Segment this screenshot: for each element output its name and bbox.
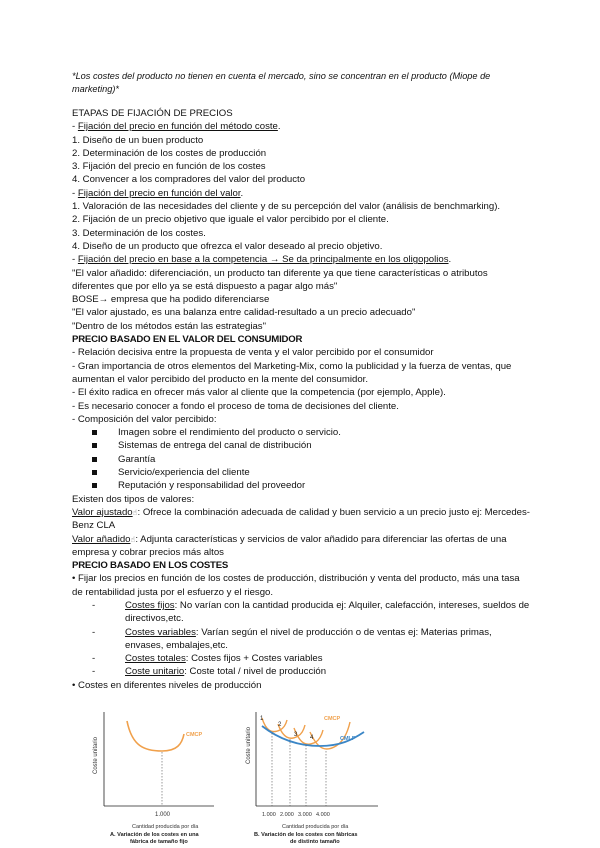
dash-text: - (92, 599, 96, 611)
cost-item-unitario (72, 665, 532, 678)
valor-anadido-paragraph (72, 533, 532, 560)
chart-b-curve-number: 3 (294, 732, 298, 738)
chart-b-curve-number: 4 (310, 735, 314, 741)
consumer-line: - Composición del valor percibido: (72, 413, 217, 425)
value-component-text: Garantía (118, 453, 156, 465)
chart-b-tick: 4.000 (316, 812, 330, 818)
chart-b-cmcp-curve-3 (294, 728, 323, 744)
chart-a-tick: 1.000 (155, 812, 171, 818)
value-component-item (72, 453, 532, 466)
method-competition-link: Fijación del precio en base a la competencia → Se da principalmente en los oligopolios (77, 254, 449, 266)
cost-item-text: : Costes fijos + Costes variables (185, 653, 323, 665)
chart-b-tick: 3.000 (298, 812, 312, 818)
chart-b-curve-number: 2 (278, 722, 282, 728)
quote-estrategias: "Dentro de los métodos están las estrategias" (72, 320, 266, 332)
chart-a-cmcp-curve (127, 721, 184, 751)
dash-text: - (92, 666, 96, 678)
value-step: 3. Determinación de los costes. (72, 227, 206, 239)
chart-b-cmlp-label: CMLP (340, 736, 356, 742)
cost-levels-line: • Costes en diferentes niveles de producción (72, 679, 262, 691)
chart-b-cmcp-curve-2 (278, 724, 305, 738)
chart-a-caption-2: fábrica de tamaño fijo (130, 839, 188, 845)
cost-item-label: Costes totales (125, 653, 186, 665)
period-text: . (240, 187, 244, 199)
valor-ajustado-label: Valor ajustado (72, 506, 133, 518)
square-bullet-icon (92, 430, 97, 435)
valor-ajustado-paragraph (72, 506, 532, 533)
method-value-line (72, 187, 532, 200)
costes-intro: • Fijar los precios en función de los costes de producción, distribución y venta del producto, más una tasa de rentabilidad justa por el esfuerzo y el riesgo. (72, 573, 520, 598)
value-component-text: Sistemas de entrega del canal de distribución (118, 440, 312, 452)
chart-b-caption-1: B. Variación de los costes con fábricas (254, 832, 358, 838)
chart-b-xlabel: Cantidad producida por día (282, 824, 349, 830)
period-text: . (277, 121, 281, 133)
cost-item-text: : No varían con la cantidad producida ej: Alquiler, calefacción, intereses, sueldos de directivos,etc. (125, 599, 530, 625)
method-step: 1. Diseño de un buen producto (72, 134, 204, 146)
bose-line: BOSE→ empresa que ha podido diferenciarse (72, 294, 270, 306)
consumer-heading: PRECIO BASADO EN EL VALOR DEL CONSUMIDOR (72, 334, 303, 346)
chart-a-ylabel: Coste unitario (93, 736, 99, 774)
chart-b-tick: 1.000 (262, 812, 276, 818)
chart-a (82, 706, 232, 848)
consumer-line: - Relación decisiva entre la propuesta de venta y el valor percibido por el consumidor (72, 347, 434, 359)
value-component-text: Imagen sobre el rendimiento del producto o servicio. (118, 427, 341, 439)
square-bullet-icon (92, 443, 97, 448)
chart-b-ylabel: Coste unitario (246, 726, 252, 764)
miope-note: *Los costes del producto no tienen en cuenta el mercado, sino se concentran en el producto (Miope de marketing)* (72, 71, 491, 94)
consumer-line: - Es necesario conocer a fondo el proceso de toma de decisiones del cliente. (72, 400, 399, 412)
method-step: 2. Determinación de los costes de producción (72, 147, 267, 159)
document-page (72, 70, 532, 692)
cost-item-text: : Coste total / nivel de producción (184, 666, 327, 678)
valor-anadido-label: Valor añadido (72, 533, 131, 545)
value-step: 1. Valoración de las necesidades del cliente y de su percepción del valor (análisis de benchmarking). (72, 201, 501, 213)
value-component-item (72, 479, 532, 492)
chart-a-xlabel: Cantidad producida por día (132, 824, 199, 830)
cost-figures (72, 706, 532, 848)
value-component-text: Reputación y responsabilidad del proveedor (118, 480, 306, 492)
chart-a-caption-1: A. Variación de los costes en una (110, 832, 199, 838)
cost-item-text: : Varían según el nivel de producción o de ventas ej: Materias primas, envases, embalajes,etc. (125, 626, 492, 651)
cost-item-totales (72, 652, 532, 665)
value-component-item (72, 439, 532, 452)
quote-valor-ajustado: "El valor ajustado, es una balanza entre calidad-resultado a un precio adecuado" (72, 307, 416, 319)
value-component-item (72, 466, 532, 479)
cost-item-fijos (72, 599, 532, 626)
chart-b (240, 706, 420, 848)
value-step: 4. Diseño de un producto que ofrezca el valor deseado al precio objetivo. (72, 240, 383, 252)
cost-item-label: Costes variables (125, 626, 196, 638)
cost-item-label: Costes fijos (125, 599, 175, 611)
chart-a-cmcp-label: CMCP (186, 732, 203, 738)
costes-heading: PRECIO BASADO EN LOS COSTES (72, 560, 229, 572)
dash-text: - (72, 254, 78, 266)
method-cost-link: Fijación del precio en función del método coste (77, 121, 278, 133)
etapas-heading: ETAPAS DE FIJACIÓN DE PRECIOS (72, 108, 233, 119)
value-component-text: Servicio/experiencia del cliente (118, 467, 250, 479)
chart-b-curve-number: 1 (260, 716, 264, 722)
method-cost-line (72, 120, 532, 133)
cost-item-label: Coste unitario (125, 666, 185, 678)
value-step: 2. Fijación de un precio objetivo que iguale el valor percibido por el cliente. (72, 214, 389, 226)
dash-text: - (92, 626, 96, 638)
dash-text: - (92, 653, 96, 665)
consumer-line: - El éxito radica en ofrecer más valor al cliente que la competencia (por ejemplo, Apple). (72, 387, 446, 399)
chart-b-tick: 2.000 (280, 812, 294, 818)
valor-ajustado-text: : Ofrece la combinación adecuada de calidad y buen servicio a un precio justo ej: Mercedes-Benz CLA (72, 506, 530, 532)
dash-text: - (72, 121, 78, 133)
square-bullet-icon (92, 470, 97, 475)
chart-b-caption-2: de distinto tamaño (290, 839, 340, 845)
chart-b-cmcp-label: CMCP (324, 716, 341, 722)
quote-valor-anadido: "El valor añadido: diferenciación, un producto tan diferente ya que tiene características o atributos diferentes que por ello ya se está dispuesto a pagar algo más" (72, 267, 488, 292)
valor-anadido-text: : Adjunta características y servicios de valor añadido para diferenciar las ofertas de una empresa y cobrar precios más altos (72, 533, 507, 558)
pointing-hand-icon: ☝ (130, 534, 136, 544)
method-value-link: Fijación del precio en función del valor (77, 187, 241, 199)
method-step: 4. Convencer a los compradores del valor del producto (72, 174, 306, 186)
value-component-item (72, 426, 532, 439)
cost-item-variables (72, 626, 532, 653)
value-types-intro: Existen dos tipos de valores: (72, 493, 195, 505)
consumer-line: - Gran importancia de otros elementos del Marketing-Mix, como la publicidad y la fuerza de ventas, que aumentan el valor percibido del producto en la mente del consumidor. (72, 360, 512, 385)
square-bullet-icon (92, 483, 97, 488)
period-text: . (448, 254, 452, 266)
square-bullet-icon (92, 457, 97, 462)
dash-text: - (72, 187, 78, 199)
method-step: 3. Fijación del precio en función de los costes (72, 161, 266, 173)
pointing-hand-icon: ☝ (132, 507, 138, 517)
method-competition-line (72, 253, 532, 266)
